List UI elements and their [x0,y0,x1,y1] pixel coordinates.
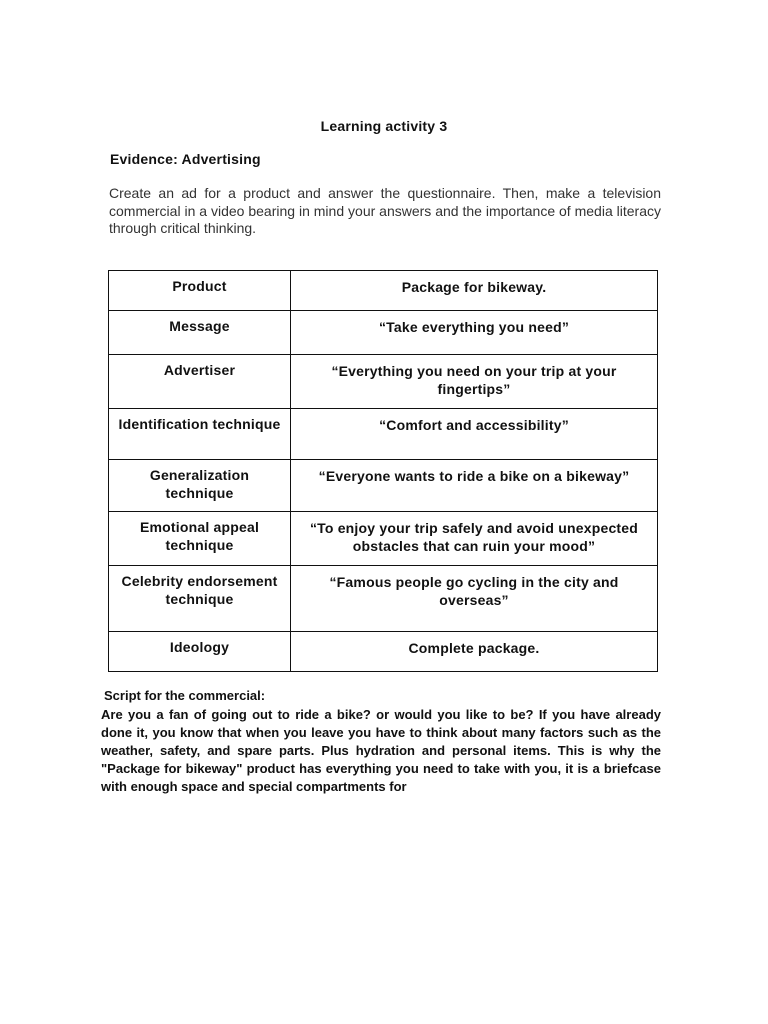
table-row [109,409,658,460]
row-label: Ideology [109,632,291,672]
intro-paragraph: Create an ad for a product and answer the questionnaire. Then, make a television commercial in a video bearing in mind your answers and the importance of media literacy through critical thinking. [109,185,661,236]
row-label: Identification technique [109,409,291,460]
row-label: Generalization technique [109,460,291,512]
row-value: “Everything you need on your trip at your fingertips” [291,355,658,409]
table-row [109,460,658,512]
row-value: “Take everything you need” [291,311,658,355]
row-value: “Everyone wants to ride a bike on a bikeway” [291,460,658,512]
table-row [109,512,658,566]
table-row [109,355,658,409]
table-row [109,632,658,672]
table-row [109,271,658,311]
row-label: Message [109,311,291,355]
row-value: Package for bikeway. [291,271,658,311]
row-value: “Comfort and accessibility” [291,409,658,460]
row-value: “To enjoy your trip safely and avoid unexpected obstacles that can ruin your mood” [291,512,658,566]
row-value: “Famous people go cycling in the city and overseas” [291,566,658,632]
script-title: Script for the commercial: [104,688,266,703]
table-row [109,566,658,632]
ad-analysis-table [108,270,658,672]
row-label: Product [109,271,291,311]
row-label: Celebrity endorsement technique [109,566,291,632]
page-title: Learning activity 3 [320,118,448,134]
row-value: Complete package. [291,632,658,672]
row-label: Emotional appeal technique [109,512,291,566]
table-row [109,311,658,355]
section-heading: Evidence: Advertising [110,151,261,167]
row-label: Advertiser [109,355,291,409]
script-body: Are you a fan of going out to ride a bike? or would you like to be? If you have already done it, you know that when you leave you have to think about many factors such as the weather, safety, and spare parts. Plus hydration and personal items. This is why the "Package for bikeway" product has everything you need to take with you, it is a briefcase with enough space and special compartments for [101,707,661,794]
